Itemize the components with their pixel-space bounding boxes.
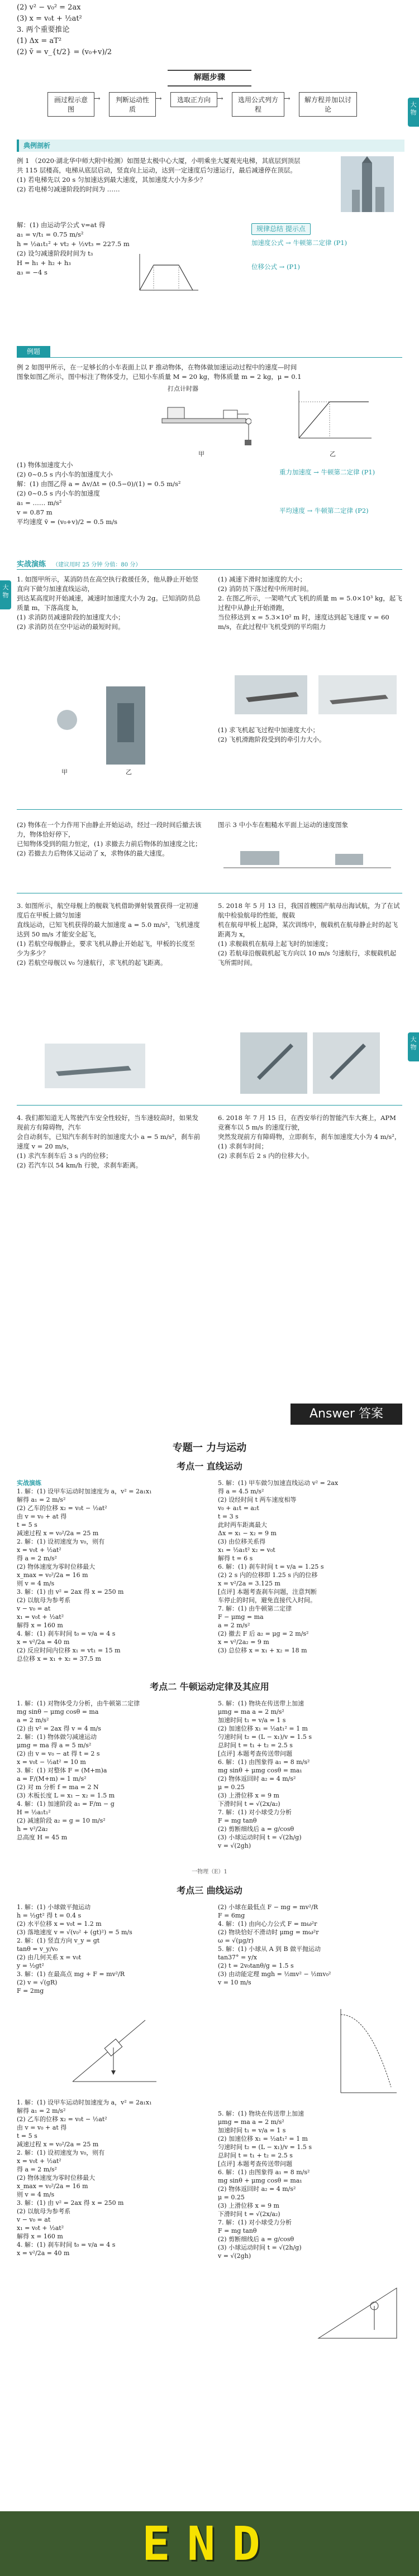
answer-line: 4. 解：(1) 由向心力公式 F = mω²r (218, 1920, 317, 1928)
formula-line: (1) Δx = aT² (17, 37, 62, 45)
vt-graph (134, 251, 201, 296)
question-line: 到达某高度时开始减速，减速时加速度大小为 2g。已知消防员总质量 m，下落高度 h， (17, 594, 201, 612)
answer-line: 解得 a₁ = 2 m/s² (17, 1496, 66, 1503)
hint-line: 平均速度 → 牛顿第二定律 (P2) (279, 507, 369, 515)
answer-line: (3) 由动能定理 mgh = ½mv² − ½mv₀² (218, 1971, 331, 1978)
answer-line: 加速时间 t₁ = v/a = 1 s (218, 1717, 286, 1724)
solution-line: a₁ = …… m/s² (17, 499, 62, 507)
answer-line: (2) 对 m 分析 f = ma = 2 N (17, 1784, 99, 1791)
hint-line: 重力加速度 → 牛顿第二定律 (P1) (279, 468, 375, 476)
answer-line: x = v²/2a = 3.125 m (218, 1580, 280, 1587)
answer-line: (2) 加速位移 x₁ = ½at₁² = 1 m (218, 1725, 308, 1732)
answer-line: x = v²/2a = 40 m (17, 1638, 70, 1646)
steps-section (0, 70, 419, 131)
answer-column (218, 1699, 402, 1850)
answer-line: (3) 上滑位移 x = 9 m (218, 2202, 279, 2209)
answer-line: x₁ = v₀t + ½at² (17, 2224, 64, 2232)
solution-line: 解：(1) 由运动学公式 v=at 得 (17, 221, 106, 229)
answer-line: μmg = ma a = 2 m/s² (218, 1708, 284, 1715)
answer-line: 2. 解：(1) 设初速度为 v₀，则有 (17, 2149, 105, 2156)
answer-line: x₁ = v₀t + ½at² (17, 1613, 64, 1621)
answer-banner: Answer 答案 (291, 1404, 402, 1425)
answer-line: (2) 小球在最低点 F − mg = mv²/R (218, 1904, 318, 1911)
arrow-right-icon: → (155, 94, 162, 103)
answer-line: (2) 物体速度为零时位移最大 (17, 2174, 96, 2181)
answer-line: v = √(2gh) (218, 1842, 251, 1849)
answer-line: x = v₀t − ½at² = 10 m (17, 1758, 86, 1766)
figure-label: 甲 (198, 450, 204, 458)
question-line: 共 115 层楼高，电梯从底层启动，竖直向上运动，达到一定速度后匀速运行，最后减速停在顶层。 (17, 166, 297, 174)
answer-line: 由 v = v₀ + at 得 (17, 2124, 67, 2131)
answer-line: 3. 解：(1) 由 v² = 2ax 得 x = 250 m (17, 2199, 124, 2207)
answer-line: 4. 解：(1) 刹车时间 t₀ = v/a = 4 s (17, 2241, 116, 2248)
answer-line: 下滑时间 t = √(2x/a₂) (218, 2210, 280, 2218)
step-box: 判断运动性质 (109, 92, 156, 117)
answer-line: [点评] 本题考查传送带问题 (218, 1750, 293, 1757)
answer-line: [点评] 本题考查传送带问题 (218, 2160, 293, 2168)
point-title: 考点三 曲线运动 (177, 1885, 242, 1896)
answer-line: 5. 解：(1) 甲车做匀加速直线运动 v² = 2ax (218, 1479, 339, 1487)
answer-line: 5. 解：(1) 物块在传送带上加速 (218, 1700, 304, 1707)
practice-header-bar (17, 558, 402, 570)
answer-line: 匀速时间 t₂ = (L − x₁)/v = 1.5 s (218, 1733, 312, 1741)
answer-line: (2) 以航母为参考系 (17, 2208, 71, 2215)
answer-line: 总位移 x = x₁ + x₂ = 37.5 m (17, 1655, 101, 1662)
answer-column (17, 1479, 201, 1663)
answer-line: μ = 0.25 (218, 2194, 245, 2201)
answer-line: y = ½gt² (17, 1962, 44, 1969)
answer-line: 3. 解：(1) 对整体 F = (M+m)a (17, 1767, 107, 1774)
answer-line: (2) 加速位移 x₁ = ½at₁² = 1 m (218, 2135, 308, 2142)
question-line: (1) 求消防员减速阶段的加速度大小； (17, 613, 125, 621)
answer-line: x = v²/2a₂ = 9 m (218, 1638, 269, 1646)
answer-line: 2. 解：(1) 设初速度为 v₀，则有 (17, 1538, 105, 1545)
answer-line: 匀速时间 t₂ = (L − x₁)/v = 1.5 s (218, 2144, 312, 2151)
question-line: (2) 消防员下落过程中所用时间。 (218, 585, 313, 593)
answer-line: 解得 x = 160 m (17, 1622, 63, 1629)
answer-line: x = v²/2a = 40 m (17, 2250, 70, 2257)
answer-column (17, 2098, 201, 2257)
answer-line: mg sinθ + μmg cosθ = ma₁ (218, 2177, 302, 2184)
answer-line: (2) 以航母为参考系 (17, 1597, 71, 1604)
question-line: (2) 若汽车以 54 km/h 行驶，求刹车距离。 (17, 1161, 142, 1169)
answer-line: a = 2 m/s² (17, 1717, 49, 1724)
arrow-right-icon: → (284, 94, 291, 103)
answer-line: F − μmg = ma (218, 1613, 264, 1621)
question-line: (2) 若航空母舰以 v₀ 匀速航行，求飞机的起飞距离。 (17, 959, 167, 967)
question-line: (1) 求舰载机在航母上起飞时的加速度； (218, 940, 332, 948)
hint-line: 加速度公式 → 牛顿第二定律 (P1) (251, 239, 347, 247)
step-box: 解方程并加以讨论 (299, 92, 357, 117)
answer-line: 解得 a₁ = 2 m/s² (17, 2107, 66, 2114)
question-line: (2) 若撤去力后物体又运动了 x，求物体的最大速度。 (17, 849, 169, 857)
formula-line: (2) v² − v₀² = 2ax (17, 3, 81, 12)
firefighter-figure (45, 686, 156, 765)
page-number: 一物理（E）1 (192, 1869, 227, 1875)
question-line: (2) 0~0.5 s 内小车的加速度大小 (17, 470, 113, 478)
answer-line: tan37° = y/x (218, 1954, 257, 1961)
formula-line: (3) x = v₀t + ½at² (17, 15, 82, 23)
answer-line: h = ½gt² 得 t = 0.4 s (17, 1912, 82, 1919)
figure-label: 甲 (61, 768, 68, 776)
end-text: END (142, 2516, 277, 2571)
hint-tag: 规律总结 提示点 (251, 223, 311, 235)
question-line: 2. 在图乙所示，一架喷气式飞机的质量 m = 5.0×10³ kg，起飞过程中从静止开始滑跑， (218, 594, 402, 612)
answer-line: v = √(2gh) (218, 2252, 251, 2260)
answer-line: μ = 0.25 (218, 1784, 245, 1791)
answer-line: x_max = v₀²/2a = 16 m (17, 2183, 88, 2190)
answer-line: 1. 解：(1) 对物体受力分析，由牛顿第二定律 (17, 1700, 140, 1707)
answer-line: 7. 解：(1) 由牛顿第二定律 (218, 1605, 292, 1612)
divider (17, 809, 402, 810)
answer-line: (3) 小球运动时间 t = √(2h/g) (218, 2244, 302, 2251)
question-line: (2) 若航母沿舰载机起飞方向以 10 m/s 匀速航行，求舰载机起飞所需时间。 (218, 949, 397, 967)
solution-line: 平均速度 v̄ = (v₀+v)/2 = 0.5 m/s (17, 518, 118, 526)
answer-line: 5. 解：(1) 物块在传送带上加速 (218, 2110, 304, 2117)
answer-line: 则 v = 4 m/s (17, 1580, 55, 1587)
answer-line: 由 v = v₀ + at 得 (17, 1513, 67, 1520)
example2-section (0, 346, 419, 547)
question-line: 当位移达到 x = 5.3×10² m 时，速度达到起飞速度 v = 60 m/s，在此过程中飞机受到的平均阻力 (218, 613, 389, 631)
answer-line: 则 v = 4 m/s (17, 2191, 55, 2198)
question-line: 图示 3 中小车在粗糙水平面上运动的速度图象 (218, 821, 349, 829)
hint-line: 位移公式 → (P1) (251, 263, 300, 271)
solution-line: a₁ = v/t₁ = 0.75 m/s² (17, 230, 84, 238)
answer-line: 4. 解：(1) 加速阶段 a₁ = F/m − g (17, 1800, 115, 1808)
answer-line: v₀ + a₁t = a₂t (218, 1505, 259, 1512)
question-line: (2) 若电梯匀减速阶段的时间为 …… (17, 185, 120, 193)
apparatus-figure (156, 391, 251, 446)
question-line: 图象如图乙所示，图中标注了物体受力，已知小车质量 M = 20 kg，物体质量 m = 2 kg，μ = 0.1 (17, 373, 302, 381)
answer-line: (2) 乙车的位移 x₂ = v₀t − ½at² (17, 2116, 107, 2123)
answer-line: (2) 反应时间内位移 x₁ = vt₁ = 15 m (17, 1647, 121, 1654)
answer-line: (3) 木板长度 L = x₁ − x₂ = 1.5 m (17, 1792, 115, 1799)
answer-line: 4. 解：(1) 刹车时间 t₀ = v/a = 4 s (17, 1630, 116, 1637)
example1-section-label: 典例剖析 (23, 142, 51, 150)
truck-figure (223, 840, 391, 873)
force-diagram (67, 2009, 162, 2087)
question-line: (1) 若航空母舰静止，要求飞机从静止开始起飞，甲板的长度至少为多少？ (17, 940, 195, 957)
question-line: 直线运动，已知飞机获得的最大加速度 a = 5.0 m/s²，飞机速度达到 50 m/s 才能安全起飞， (17, 921, 200, 938)
incline-diagram (313, 2277, 402, 2344)
end-banner (0, 2511, 419, 2576)
answer-line: (3) 小球运动时间 t = √(2h/g) (218, 1834, 302, 1841)
answer-line: 加速时间 t₁ = v/a = 1 s (218, 2127, 286, 2134)
answer-line: 6. 解：(1) 由图象得 a₁ = 8 m/s² (218, 1758, 310, 1766)
side-tab: 大 物 (408, 98, 419, 127)
answer-column (218, 2109, 402, 2260)
question-line: 已知物体受到的阻力恒定，(1) 求撤去力前后物体的加速度之比； (17, 840, 202, 848)
answer-line: 7. 解：(1) 对小球受力分析 (218, 1809, 292, 1816)
answer-line: 解得 t = 6 s (218, 1555, 253, 1562)
carrier-photo (45, 1044, 145, 1088)
answer-line: (2) 撤去 F 后 a₂ = μg = 2 m/s² (218, 1630, 309, 1637)
answer-line: 总时间 t = t₁ + t₂ = 2.5 s (218, 2152, 293, 2159)
answer-line: 总高度 H = 45 m (17, 1834, 68, 1841)
practice-meta: （建议用时 25 分钟 分值：80 分） (53, 562, 141, 568)
question-line: (1) 求汽车刹车后 3 s 内的位移； (17, 1152, 112, 1160)
formula-section (0, 2, 419, 65)
answer-line: (2) 水平位移 x = v₀t = 1.2 m (17, 1920, 102, 1928)
answer-line: v = 10 m/s (218, 1979, 251, 1986)
answer-line: (2) 2 s 内的位移即 1.25 s 内的位移 (218, 1571, 318, 1579)
answer-line: F = 2mg (17, 1987, 44, 1995)
answer-line: 2. 解：(1) 竖直方向 v_y = gt (17, 1937, 100, 1944)
answer-column (218, 1903, 402, 1987)
answer-line: (2) 由几何关系 x = v₀t (17, 1954, 82, 1961)
divider (17, 1105, 402, 1106)
page2-section (0, 820, 419, 1401)
answer-line: F = mg tanθ (218, 2227, 257, 2234)
practice-section (0, 558, 419, 798)
answer-line: 减速过程 x = v₀²/2a = 25 m (17, 2141, 99, 2148)
example1-header-bar (17, 140, 404, 152)
question-line: (1) 若电梯先以 20 s 匀加速达到最大速度，其加速度大小为多少？ (17, 176, 206, 184)
answer-line: 1. 解：(1) 设甲车运动时加速度为 a，v² = 2a₁x₁ (17, 2099, 152, 2106)
solution-line: v = 0.87 m (17, 508, 53, 516)
question-line: 5. 2018 年 5 月 13 日，我国首艘国产航母出海试航，为了在试航中检验航母的性能，舰载 (218, 902, 400, 919)
question-line: (1) 物体加速度大小 (17, 461, 73, 469)
building-photo (341, 156, 394, 212)
answer-line: (2) t = 2v₀tanθ/g = 1.5 s (218, 1962, 294, 1969)
answer-line: (3) 由位移关系得 (218, 1538, 266, 1545)
answer-line: (2) 减速阶段 a₂ = g = 10 m/s² (17, 1817, 106, 1824)
answer-line: (3) 上滑位移 x = 9 m (218, 1792, 279, 1799)
solution-line: h = ½a₁t₁² + vt₂ + ½vt₃ = 227.5 m (17, 240, 130, 248)
side-tab: 大 物 (0, 580, 11, 609)
answer-line: t = 5 s (17, 2132, 37, 2140)
answer-column (17, 1699, 201, 1842)
answer-line: 下滑时间 t = √(2x/a₂) (218, 1800, 280, 1808)
example2-header: 例题 (17, 346, 50, 357)
answer-line: t = 3 s (218, 1513, 239, 1520)
formula-line: (2) v̄ = v_{t/2} = (v₀+v)/2 (17, 48, 112, 56)
answer-line: (2) 物块恰好不滑动时 μmg = mω²r (218, 1929, 319, 1936)
jet-photo (240, 1032, 380, 1094)
answer-line: μmg = ma a = 2 m/s² (218, 2118, 284, 2126)
solution-line: 解：(1) 由图乙得 a = Δv/Δt = (0.5−0)/(1) = 0.5 m/s² (17, 480, 181, 488)
practice-label: 实战演练 (17, 1479, 41, 1487)
solution-line: H = h₁ + h₂ + h₃ (17, 259, 71, 267)
answer-line: (3) 落地速度 v = √(v₀² + (gt)²) = 5 m/s (17, 1929, 132, 1936)
figure-label: 乙 (126, 768, 132, 776)
answer-line: 解得 x = 160 m (17, 2233, 63, 2240)
answer-line: (2) 由 v² = 2ax 得 v = 4 m/s (17, 1725, 101, 1732)
question-line: 6. 2018 年 7 月 15 日，在西安举行的智能汽车大赛上，APM 竞赛车以 5 m/s 的速度行驶， (218, 1114, 396, 1131)
point-title: 考点一 直线运动 (177, 1461, 242, 1472)
question-line: (2) 飞机滑跑阶段受到的牵引力大小。 (218, 736, 326, 743)
answer-line: a = F/(M+m) = 1 m/s² (17, 1775, 87, 1782)
answer-line: a = 2 m/s² (218, 1622, 250, 1629)
solution-line: a₃ = −4 s (17, 268, 47, 276)
question-line: 3. 如图所示，航空母舰上的舰载飞机借助弹射装置获得一定初速度后在甲板上做匀加速 (17, 902, 199, 919)
solution-line: (2) 0~0.5 s 内小车的加速度 (17, 489, 100, 497)
step-box: 选取正方向 (170, 92, 217, 107)
answer-line: 得 a = 4.5 m/s² (218, 1488, 264, 1495)
answer-line: (3) 总位移 x = x₁ + x₂ = 18 m (218, 1647, 307, 1654)
answer-line: (2) 剪断细线后 a = g/cosθ (218, 1825, 294, 1833)
answer-line: ω = √(μg/r) (218, 1937, 254, 1944)
answer-line: x_max = v₀²/2a = 16 m (17, 1571, 88, 1579)
answer-line: [点评] 本题考查刹车问题，注意判断 (218, 1588, 317, 1595)
answer-line: F = mg tanθ (218, 1817, 257, 1824)
arrow-right-icon: → (217, 94, 223, 103)
answer-line: x₁ = ½a₁t² x₂ = v₀t (218, 1546, 275, 1554)
answer-line: mg sinθ + μmg cosθ = ma₁ (218, 1767, 302, 1774)
trajectory-diagram (335, 2003, 402, 2098)
answer-column (218, 1479, 402, 1655)
question-line: 机在航母甲板上起降，某次训练中，舰载机在航母静止时的起飞距离为 x， (218, 921, 398, 938)
answer-line: 得 a = 2 m/s² (17, 2166, 57, 2173)
answer-line: 车停止的时间，避免直接代入时间。 (218, 1597, 316, 1604)
answer-line: 得 a = 2 m/s² (17, 1555, 57, 1562)
answer-line: H = ½a₁t₁² (17, 1809, 51, 1816)
point-title: 考点二 牛顿运动定律及其应用 (150, 1681, 269, 1692)
answer-line: Δx = x₁ − x₂ = 9 m (218, 1530, 277, 1537)
question-line: (2) 物体在一个力作用下由静止开始运动，经过一段时间后撤去该力，物体恰好停下， (17, 821, 202, 838)
arrow-right-icon: → (94, 94, 101, 103)
answer-line: tanθ = v_y/v₀ (17, 1945, 58, 1953)
answer-line: t = 5 s (17, 1521, 37, 1529)
question-line: (2) 求消防员在空中运动的最短时间。 (17, 623, 125, 631)
answer-line: 3. 解：(1) 由 v² = 2ax 得 x = 250 m (17, 1588, 124, 1595)
answer-line: x = v₀t + ½at² (17, 2157, 61, 2165)
question-line: 4. 我们都知道无人驾驶汽车安全性较好，当车速较高时，如果发现前方有障碍物，汽车 (17, 1114, 199, 1131)
answer-line: (2) v = √(gR) (17, 1979, 58, 1986)
question-line: 1. 如图甲所示，某消防员在高空执行救援任务，他从静止开始竖直向下做匀加速直线运动， (17, 575, 199, 593)
answer-line: (2) 剪断细线后 a = g/cosθ (218, 2236, 294, 2243)
practice-header: 实战演练 (17, 560, 46, 569)
step-box: 画过程示意图 (47, 92, 94, 117)
divider (17, 357, 402, 358)
answer-line: (2) 物体返回时 a₂ = 4 m/s² (218, 1775, 296, 1782)
question-line: 会自动刹车，已知汽车刹车时的加速度大小 a = 5 m/s²，刹车前速度 v = 20 m/s， (17, 1133, 201, 1150)
question-line: (2) 求刹车后 2 s 内的位移大小。 (218, 1152, 313, 1160)
answer-line: (2) 由 v = v₀ − at 得 t = 2 s (17, 1750, 100, 1757)
vt-graph (291, 388, 374, 446)
answer-line: F = 6mg (218, 1912, 245, 1919)
answer-line: x = v₀t + ½at² (17, 1546, 61, 1554)
side-tab: 大 物 (408, 1032, 419, 1061)
steps-title: 解题步骤 (168, 70, 251, 86)
airplane-figure (235, 675, 397, 714)
answer-line: 此时两车距离最大 (218, 1521, 267, 1529)
figure-label: 打点计时器 (168, 385, 198, 392)
figure-label: 乙 (330, 450, 336, 458)
answer-line: (2) 物体速度为零时位移最大 (17, 1563, 96, 1570)
answer-line: 1. 解：(1) 小球做平抛运动 (17, 1904, 91, 1911)
answer-line: (2) 物体返回时 a₂ = 4 m/s² (218, 2185, 296, 2193)
step-box: 选用公式列方程 (232, 92, 284, 117)
answer-line: 6. 解：(1) 刹车时间 t = v/a = 1.25 s (218, 1563, 324, 1570)
answer-line: mg sinθ − μmg cosθ = ma (17, 1708, 99, 1715)
answer-line: 减速过程 x = v₀²/2a = 25 m (17, 1530, 99, 1537)
answer-line: 3. 解：(1) 在最高点 mg + F = mv²/R (17, 1971, 125, 1978)
question-line: 例 1 （2020·湖北华中师大附中检测）如图是太极中心大厦，小明乘坐大厦观光电梯，其底层到顶层 (17, 157, 301, 165)
answer-line: 5. 解：(1) 小球从 A 到 B 做平抛运动 (218, 1945, 321, 1953)
example1-section (0, 140, 419, 343)
topic-title: 专题一 力与运动 (172, 1442, 247, 1454)
answer-line: 6. 解：(1) 由图象得 a₁ = 8 m/s² (218, 2169, 310, 2176)
answer-line: μmg = ma 得 a = 5 m/s² (17, 1742, 92, 1749)
answer-line: (2) 设经时间 t 两车速度相等 (218, 1496, 297, 1503)
answer-column (17, 1903, 201, 1995)
solution-line: (2) 设匀减速阶段时间为 t₃ (17, 249, 93, 257)
question-line: (1) 减速下滑时加速度的大小； (218, 575, 306, 583)
page-footer (0, 804, 419, 816)
answer-line: (2) 乙车的位移 x₂ = v₀t − ½at² (17, 1505, 107, 1512)
question-line: (1) 求飞机起飞过程中加速度大小； (218, 726, 319, 734)
answer-line: 1. 解：(1) 设甲车运动时加速度为 a，v² = 2a₁x₁ (17, 1488, 152, 1495)
answer-line: 2. 解：(1) 物体做匀减速运动 (17, 1733, 97, 1741)
answer-line: v − v₀ = at (17, 2216, 51, 2223)
question-line: 例 2 如图甲所示，在一足够长的小车表面上以 F 推动物体，在物体做加速运动过程中的速度—时间 (17, 363, 297, 371)
formula-line: 3. 两个重要推论 (17, 26, 70, 34)
answer-line: h = v²/2a₂ (17, 1825, 48, 1833)
answer-line: 总时间 t = t₁ + t₂ = 2.5 s (218, 1742, 293, 1749)
answer-line: 7. 解：(1) 对小球受力分析 (218, 2219, 292, 2226)
question-line: 突然发现前方有障碍物，立即刹车，刹车加速度大小为 4 m/s²，(1) 求刹车时间； (218, 1133, 401, 1150)
answer-line: v − v₀ = at (17, 1605, 51, 1612)
